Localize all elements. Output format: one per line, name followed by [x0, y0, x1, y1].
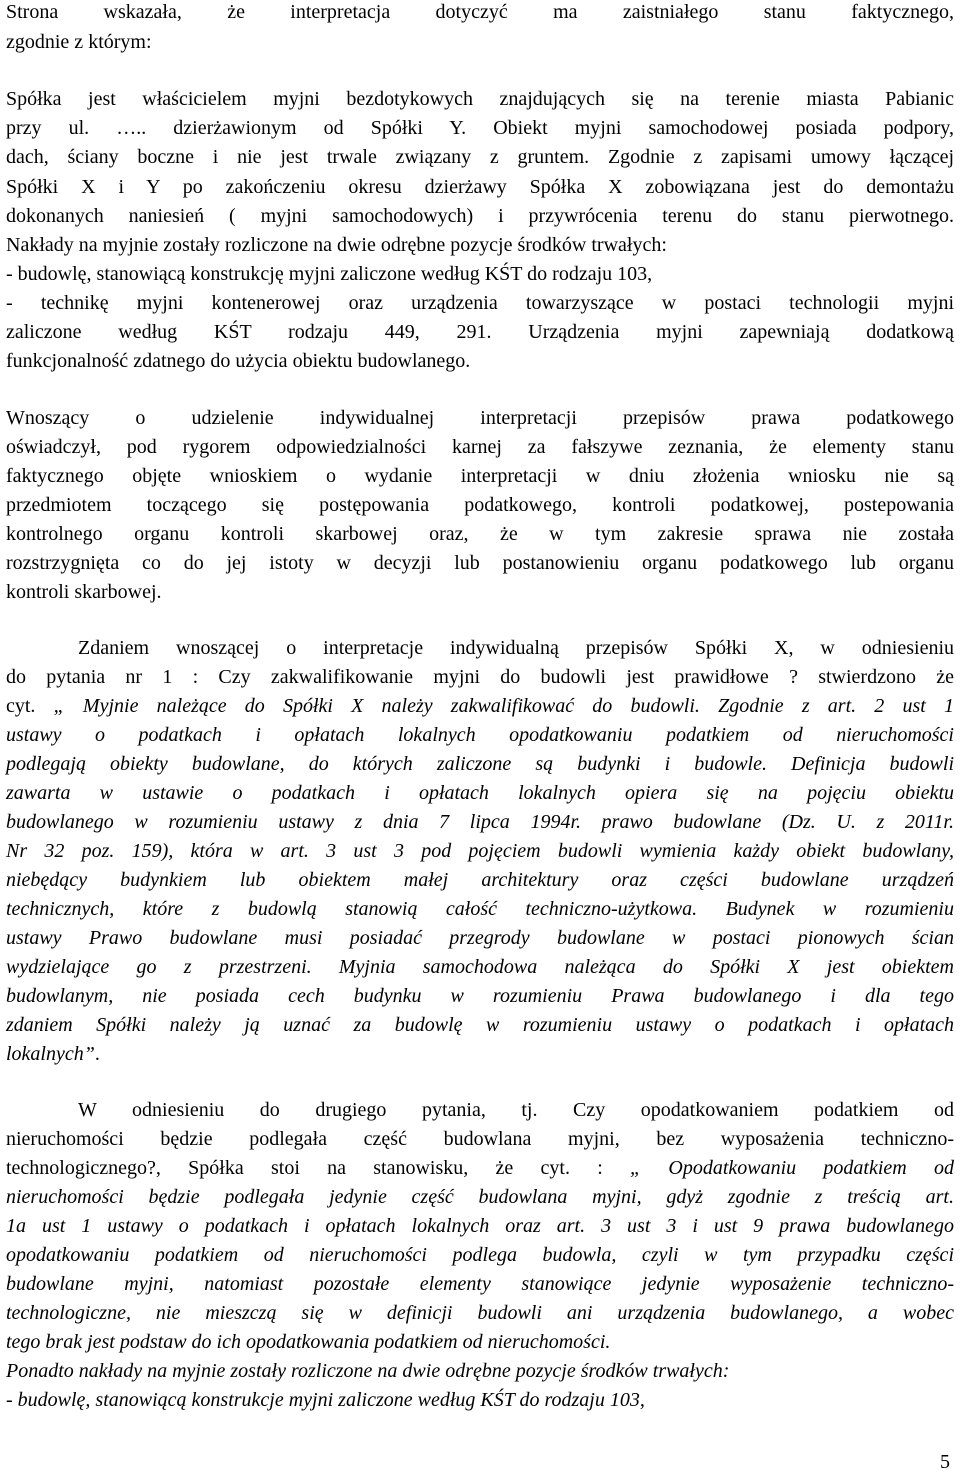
text-line: budowlanym, nie posiada cech budynku w rozumieniu Prawa budowlanego i dla tego: [6, 985, 954, 1007]
text-line: wydzielające go z przestrzeni. Myjnia samochodowa należąca do Spółki X jest obiektem: [6, 956, 954, 978]
text-line: niebędący budynkiem lub obiektem małej architektury oraz części budowlane urządzeń: [6, 869, 954, 891]
text-line: Strona wskazała, że interpretacja dotyczyć ma zaistniałego stanu faktycznego,: [6, 1, 954, 23]
page-number: 5: [940, 1451, 950, 1473]
text-line: technologicznego?, Spółka stoi na stanowisku, że cyt. : „ Opodatkowaniu podatkiem od: [6, 1157, 954, 1179]
text-line: Spółki X i Y po zakończeniu okresu dzierżawy Spółka X zobowiązana jest do demontażu: [6, 176, 954, 198]
text-line: zdaniem Spółki należy ją uznać za budowlę w rozumieniu ustawy o podatkach i opłatach: [6, 1014, 954, 1036]
text-line: nieruchomości będzie podlegała część budowlana myjni, bez wyposażenia techniczno-: [6, 1128, 954, 1150]
text-line: - budowlę, stanowiącą konstrukcję myjni zaliczone według KŚT do rodzaju 103,: [6, 263, 653, 285]
text-line: faktycznego objęte wnioskiem o wydanie interpretacji w dniu złożenia wniosku nie są: [6, 465, 954, 487]
text-line: tego brak jest podstaw do ich opodatkowania podatkiem od nieruchomości.: [6, 1331, 611, 1353]
text-line: rozstrzygnięta co do jej istoty w decyzji lub postanowieniu organu podatkowego lub organu: [6, 552, 954, 574]
text-line: dokonanych naniesień ( myjni samochodowych) i przywrócenia terenu do stanu pierwotnego.: [6, 205, 954, 227]
text-line: Nakłady na myjnie zostały rozliczone na dwie odrębne pozycje środków trwałych:: [6, 234, 667, 256]
text-line: technicznych, które z budowlą stanowią całość techniczno-użytkowa. Budynek w rozumieniu: [6, 898, 954, 920]
text-line: Ponadto nakłady na myjnie zostały rozliczone na dwie odrębne pozycje środków trwałych:: [6, 1360, 730, 1382]
text-line: oświadczył, pod rygorem odpowiedzialności karnej za fałszywe zeznania, że elementy stanu: [6, 436, 954, 458]
text-line: Spółka jest właścicielem myjni bezdotykowych znajdujących się na terenie miasta Pabianic: [6, 88, 954, 110]
text-line: nieruchomości będzie podlegała jedynie część budowlana myjni, gdyż zgodnie z treścią art.: [6, 1186, 954, 1208]
text-line: przedmiotem toczącego się postępowania podatkowego, kontroli podatkowej, postepowania: [6, 494, 954, 516]
text-line: budowlanego w rozumieniu ustawy z dnia 7 lipca 1994r. prawo budowlane (Dz. U. z 2011r.: [6, 811, 954, 833]
text-line: zgodnie z którym:: [6, 31, 152, 53]
text-line: technologiczne, nie mieszczą się w definicji budowli ani urządzenia budowlanego, a wobec: [6, 1302, 954, 1324]
text-line: dach, ściany boczne i nie jest trwale związany z gruntem. Zgodnie z zapisami umowy łączącej: [6, 146, 954, 168]
text-line: lokalnych”.: [6, 1043, 100, 1065]
text-line: podlegają obiekty budowlane, do których zaliczone są budynki i budowle. Definicja budowli: [6, 753, 954, 775]
text-line: ustawy o podatkach i opłatach lokalnych opodatkowaniu podatkiem od nieruchomości: [6, 724, 954, 746]
text-line: Zdaniem wnoszącej o interpretacje indywidualną przepisów Spółki X, w odniesieniu: [78, 637, 954, 659]
text-line: 1a ust 1 ustawy o podatkach i opłatach lokalnych oraz art. 3 ust 3 i ust 9 prawa budowlanego: [6, 1215, 954, 1237]
text-line: kontroli skarbowej.: [6, 581, 162, 603]
text-line: W odniesieniu do drugiego pytania, tj. Czy opodatkowaniem podatkiem od: [78, 1099, 954, 1121]
text-line: - budowlę, stanowiącą konstrukcje myjni zaliczone według KŚT do rodzaju 103,: [6, 1389, 645, 1411]
text-line: zaliczone według KŚT rodzaju 449, 291. Urządzenia myjni zapewniają dodatkową: [6, 321, 954, 343]
text-line: opodatkowaniu podatkiem od nieruchomości podlega budowla, czyli w tym przypadku części: [6, 1244, 954, 1266]
text-line: zawarta w ustawie o podatkach i opłatach lokalnych opiera się na pojęciu obiektu: [6, 782, 954, 804]
text-line: Wnoszący o udzielenie indywidualnej interpretacji przepisów prawa podatkowego: [6, 407, 954, 429]
text-line: kontrolnego organu kontroli skarbowej oraz, że w tym zakresie sprawa nie została: [6, 523, 954, 545]
text-line: Nr 32 poz. 159), która w art. 3 ust 3 pod pojęciem budowli wymienia każdy obiekt budowlany,: [6, 840, 954, 862]
text-line: ustawy Prawo budowlane musi posiadać przegrody budowlane w postaci pionowych ścian: [6, 927, 954, 949]
text-line: budowlane myjni, natomiast pozostałe elementy stanowiące jedynie wyposażenie techniczno-: [6, 1273, 954, 1295]
text-line: cyt. „ Myjnie należące do Spółki X należy zakwalifikować do budowli. Zgodnie z art. 2 ust 1: [6, 695, 955, 717]
text-line: przy ul. ….. dzierżawionym od Spółki Y. Obiekt myjni samochodowej posiada podpory,: [6, 117, 954, 139]
text-line: do pytania nr 1 : Czy zakwalifikowanie myjni do budowli jest prawidłowe ? stwierdzono że: [6, 666, 954, 688]
text-line: funkcjonalność zdatnego do użycia obiektu budowlanego.: [6, 350, 471, 372]
text-line: - technikę myjni kontenerowej oraz urządzenia towarzyszące w postaci technologii myjni: [6, 292, 954, 314]
